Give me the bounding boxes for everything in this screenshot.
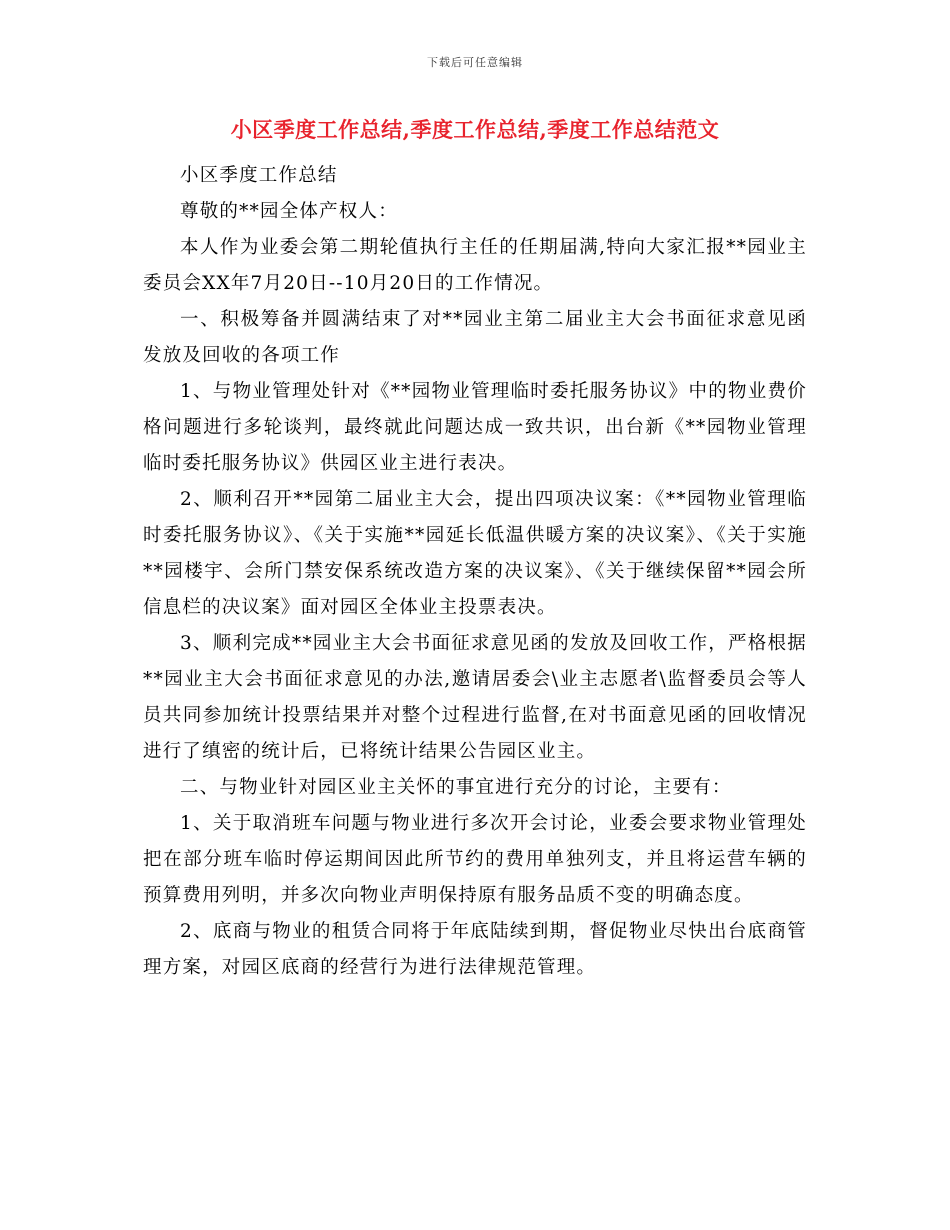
header-note: 下载后可任意编辑 xyxy=(427,56,523,69)
section-heading-1: 一、积极筹备并圆满结束了对**园业主第二届业主大会书面征求意见函发放及回收的各项工作 xyxy=(143,309,807,366)
document-body xyxy=(143,158,807,986)
paragraph-subtitle: 小区季度工作总结 xyxy=(180,165,338,186)
paragraph-item-1-3: 3、顺利完成**园业主大会书面征求意见函的发放及回收工作，严格根据**园业主大会书面征求意见的办法,邀请居委会\业主志愿者\监督委员会等人员共同参加统计投票结果并对整个过程进行监督,在对书面意见函的回收情况进行了缜密的统计后，已将统计结果公告园区业主。 xyxy=(143,633,807,762)
paragraph-item-1-1: 1、与物业管理处针对《**园物业管理临时委托服务协议》中的物业费价格问题进行多轮谈判，最终就此问题达成一致共识，出台新《**园物业管理临时委托服务协议》供园区业主进行表决。 xyxy=(143,381,807,474)
document-title: 小区季度工作总结,季度工作总结,季度工作总结范文 xyxy=(230,117,720,142)
paragraph-item-1-2: 2、顺利召开**园第二届业主大会，提出四项决议案：《**园物业管理临时委托服务协议》、《关于实施**园延长低温供暖方案的决议案》、《关于实施**园楼宇、会所门禁安保系统改造方案的决议案》、《关于继续保留**园会所信息栏的决议案》面对园区全体业主投票表决。 xyxy=(143,489,807,618)
paragraph-item-2-2: 2、底商与物业的租赁合同将于年底陆续到期，督促物业尽快出台底商管理方案，对园区底商的经营行为进行法律规范管理。 xyxy=(143,921,807,978)
paragraph-intro: 本人作为业委会第二期轮值执行主任的任期届满,特向大家汇报**园业主委员会XX年7月20日--10月20日的工作情况。 xyxy=(143,237,807,294)
paragraph-salutation: 尊敬的**园全体产权人： xyxy=(180,201,398,222)
section-heading-2: 二、与物业针对园区业主关怀的事宜进行充分的讨论，主要有： xyxy=(180,777,732,798)
paragraph-item-2-1: 1、关于取消班车问题与物业进行多次开会讨论，业委会要求物业管理处把在部分班车临时停运期间因此所节约的费用单独列支，并且将运营车辆的预算费用列明，并多次向物业声明保持原有服务品质不变的明确态度。 xyxy=(143,813,807,906)
